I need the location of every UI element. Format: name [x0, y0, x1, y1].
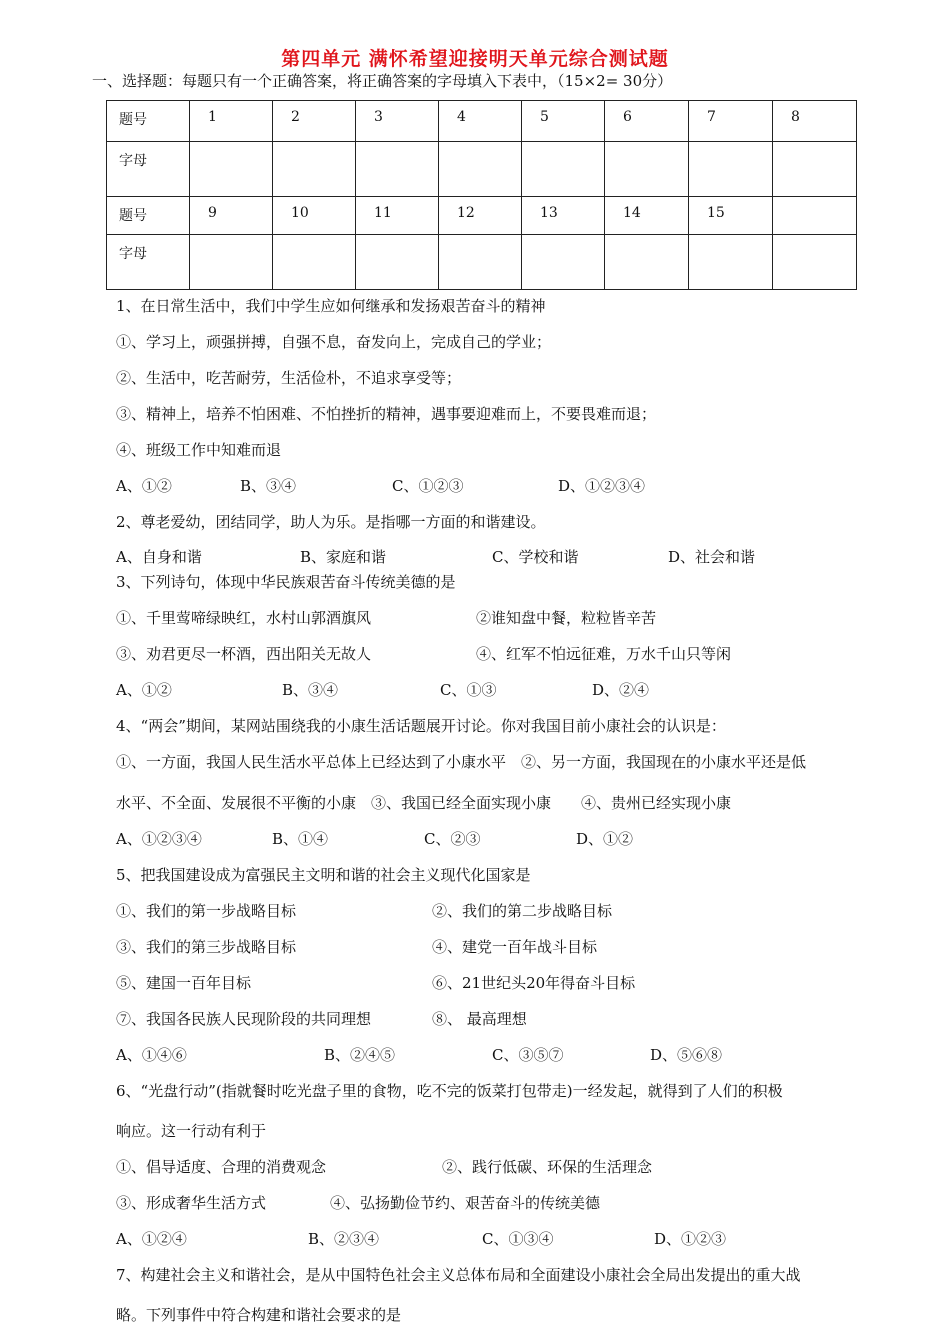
option-c[interactable]: C、①③④ — [482, 1230, 554, 1248]
statement: ④、弘扬勤俭节约、艰苦奋斗的传统美德 — [330, 1194, 601, 1212]
statement: ①、我们的第一步战略目标 — [116, 902, 297, 920]
question-stem: 响应。这一行动有利于 — [116, 1122, 267, 1140]
question-number-cell: 1 — [190, 101, 273, 142]
option-a[interactable]: A、①② — [116, 477, 172, 495]
answer-cell[interactable] — [273, 235, 356, 290]
statement: ④、班级工作中知难而退 — [116, 441, 282, 459]
statement: ④、建党一百年战斗目标 — [432, 938, 598, 956]
question-stem: 4、“两会”期间，某网站围绕我的小康生活话题展开讨论。你对我国目前小康社会的认识是： — [116, 717, 726, 735]
row-label-letter: 字母 — [107, 142, 190, 197]
option-a[interactable]: A、①②③④ — [116, 830, 202, 848]
question-stem: 6、“光盘行动”(指就餐时吃光盘子里的食物，吃不完的饭菜打包带走)一经发起，就得到了人们的积极 — [116, 1082, 783, 1100]
option-c[interactable]: C、①②③ — [392, 477, 464, 495]
statement: ①、一方面，我国人民生活水平总体上已经达到了小康水平 ②、另一方面，我国现在的小康水平还是低 — [116, 753, 807, 771]
question-stem: 7、构建社会主义和谐社会，是从中国特色社会主义总体布局和全面建设小康社会全局出发提出的重大战 — [116, 1266, 801, 1284]
question-number-cell: 8 — [773, 101, 857, 142]
statement: ②、我们的第二步战略目标 — [432, 902, 613, 920]
statement: ②、践行低碳、环保的生活理念 — [442, 1158, 653, 1176]
question-number-cell: 5 — [522, 101, 605, 142]
answer-cell[interactable] — [689, 142, 773, 197]
question-number-cell: 9 — [190, 197, 273, 235]
question-stem: 略。下列事件中符合构建和谐社会要求的是 — [116, 1306, 402, 1324]
answer-cell[interactable] — [605, 142, 689, 197]
row-label-letter: 字母 — [107, 235, 190, 290]
question-number-cell: 2 — [273, 101, 356, 142]
option-b[interactable]: B、家庭和谐 — [300, 548, 387, 566]
option-a[interactable]: A、自身和谐 — [116, 548, 202, 566]
statement: ①、倡导适度、合理的消费观念 — [116, 1158, 327, 1176]
statement: ③、形成奢华生活方式 — [116, 1194, 267, 1212]
question-number-cell: 3 — [356, 101, 439, 142]
answer-cell[interactable] — [439, 142, 522, 197]
table-row — [107, 101, 857, 142]
option-b[interactable]: B、②③④ — [308, 1230, 380, 1248]
option-a[interactable]: A、①② — [116, 681, 172, 699]
question-number-cell: 13 — [522, 197, 605, 235]
statement: ②、生活中，吃苦耐劳，生活俭朴，不追求享受等； — [116, 369, 462, 387]
option-d[interactable]: D、②④ — [592, 681, 650, 699]
statement: ⑤、建国一百年目标 — [116, 974, 252, 992]
question-stem: 1、在日常生活中，我们中学生应如何继承和发扬艰苦奋斗的精神 — [116, 297, 546, 315]
answer-cell[interactable] — [190, 235, 273, 290]
page-title: 第四单元 满怀希望迎接明天单元综合测试题 — [281, 48, 669, 70]
answer-cell[interactable] — [190, 142, 273, 197]
option-d[interactable]: D、⑤⑥⑧ — [650, 1046, 723, 1064]
question-number-cell: 14 — [605, 197, 689, 235]
option-a[interactable]: A、①④⑥ — [116, 1046, 187, 1064]
question-number-cell: 7 — [689, 101, 773, 142]
question-number-cell: 12 — [439, 197, 522, 235]
question-number-cell — [773, 197, 857, 235]
option-c[interactable]: C、①③ — [440, 681, 497, 699]
question-number-cell: 10 — [273, 197, 356, 235]
statement: ⑧、 最高理想 — [432, 1010, 527, 1028]
question-stem: 3、下列诗句，体现中华民族艰苦奋斗传统美德的是 — [116, 573, 456, 591]
table-row — [107, 197, 857, 235]
statement: ③、精神上，培养不怕困难、不怕挫折的精神，遇事要迎难而上，不要畏难而退； — [116, 405, 657, 423]
option-b[interactable]: B、③④ — [282, 681, 339, 699]
answer-cell[interactable] — [356, 142, 439, 197]
option-d[interactable]: D、①② — [576, 830, 634, 848]
option-a[interactable]: A、①②④ — [116, 1230, 187, 1248]
statement: ①、学习上，顽强拼搏，自强不息，奋发向上，完成自己的学业； — [116, 333, 552, 351]
table-row — [107, 235, 857, 290]
answer-cell[interactable] — [689, 235, 773, 290]
option-c[interactable]: C、③⑤⑦ — [492, 1046, 564, 1064]
answer-cell[interactable] — [605, 235, 689, 290]
answer-cell[interactable] — [522, 142, 605, 197]
statement: ③、劝君更尽一杯酒，西出阳关无故人 — [116, 645, 372, 663]
row-label-number: 题号 — [107, 101, 190, 142]
question-number-cell: 6 — [605, 101, 689, 142]
statement: ④、红军不怕远征难，万水千山只等闲 — [476, 645, 732, 663]
table-row — [107, 142, 857, 197]
answer-cell[interactable] — [356, 235, 439, 290]
answer-cell[interactable] — [273, 142, 356, 197]
statement: 水平、不全面、发展很不平衡的小康 ③、我国已经全面实现小康 ④、贵州已经实现小康 — [116, 794, 732, 812]
answer-cell[interactable] — [522, 235, 605, 290]
option-b[interactable]: B、①④ — [272, 830, 329, 848]
statement: ⑦、我国各民族人民现阶段的共同理想 — [116, 1010, 372, 1028]
section-instruction: 一、选择题：每题只有一个正确答案，将正确答案的字母填入下表中，（15×2= 30分） — [92, 72, 673, 90]
row-label-number: 题号 — [107, 197, 190, 235]
question-stem: 2、尊老爱幼，团结同学，助人为乐。是指哪一方面的和谐建设。 — [116, 513, 546, 531]
question-number-cell: 11 — [356, 197, 439, 235]
option-b[interactable]: B、②④⑤ — [324, 1046, 396, 1064]
option-d[interactable]: D、社会和谐 — [668, 548, 756, 566]
answer-cell[interactable] — [439, 235, 522, 290]
answer-table — [106, 100, 857, 290]
option-d[interactable]: D、①②③④ — [558, 477, 646, 495]
question-number-cell: 15 — [689, 197, 773, 235]
question-stem: 5、把我国建设成为富强民主文明和谐的社会主义现代化国家是 — [116, 866, 531, 884]
statement: ⑥、21世纪头20年得奋斗目标 — [432, 974, 636, 992]
option-c[interactable]: C、学校和谐 — [492, 548, 579, 566]
statement: ①、千里莺啼绿映红，水村山郭酒旗风 — [116, 609, 372, 627]
answer-cell[interactable] — [773, 235, 857, 290]
option-b[interactable]: B、③④ — [240, 477, 297, 495]
statement: ②谁知盘中餐，粒粒皆辛苦 — [476, 609, 657, 627]
question-number-cell: 4 — [439, 101, 522, 142]
statement: ③、我们的第三步战略目标 — [116, 938, 297, 956]
option-d[interactable]: D、①②③ — [654, 1230, 727, 1248]
answer-cell[interactable] — [773, 142, 857, 197]
option-c[interactable]: C、②③ — [424, 830, 481, 848]
